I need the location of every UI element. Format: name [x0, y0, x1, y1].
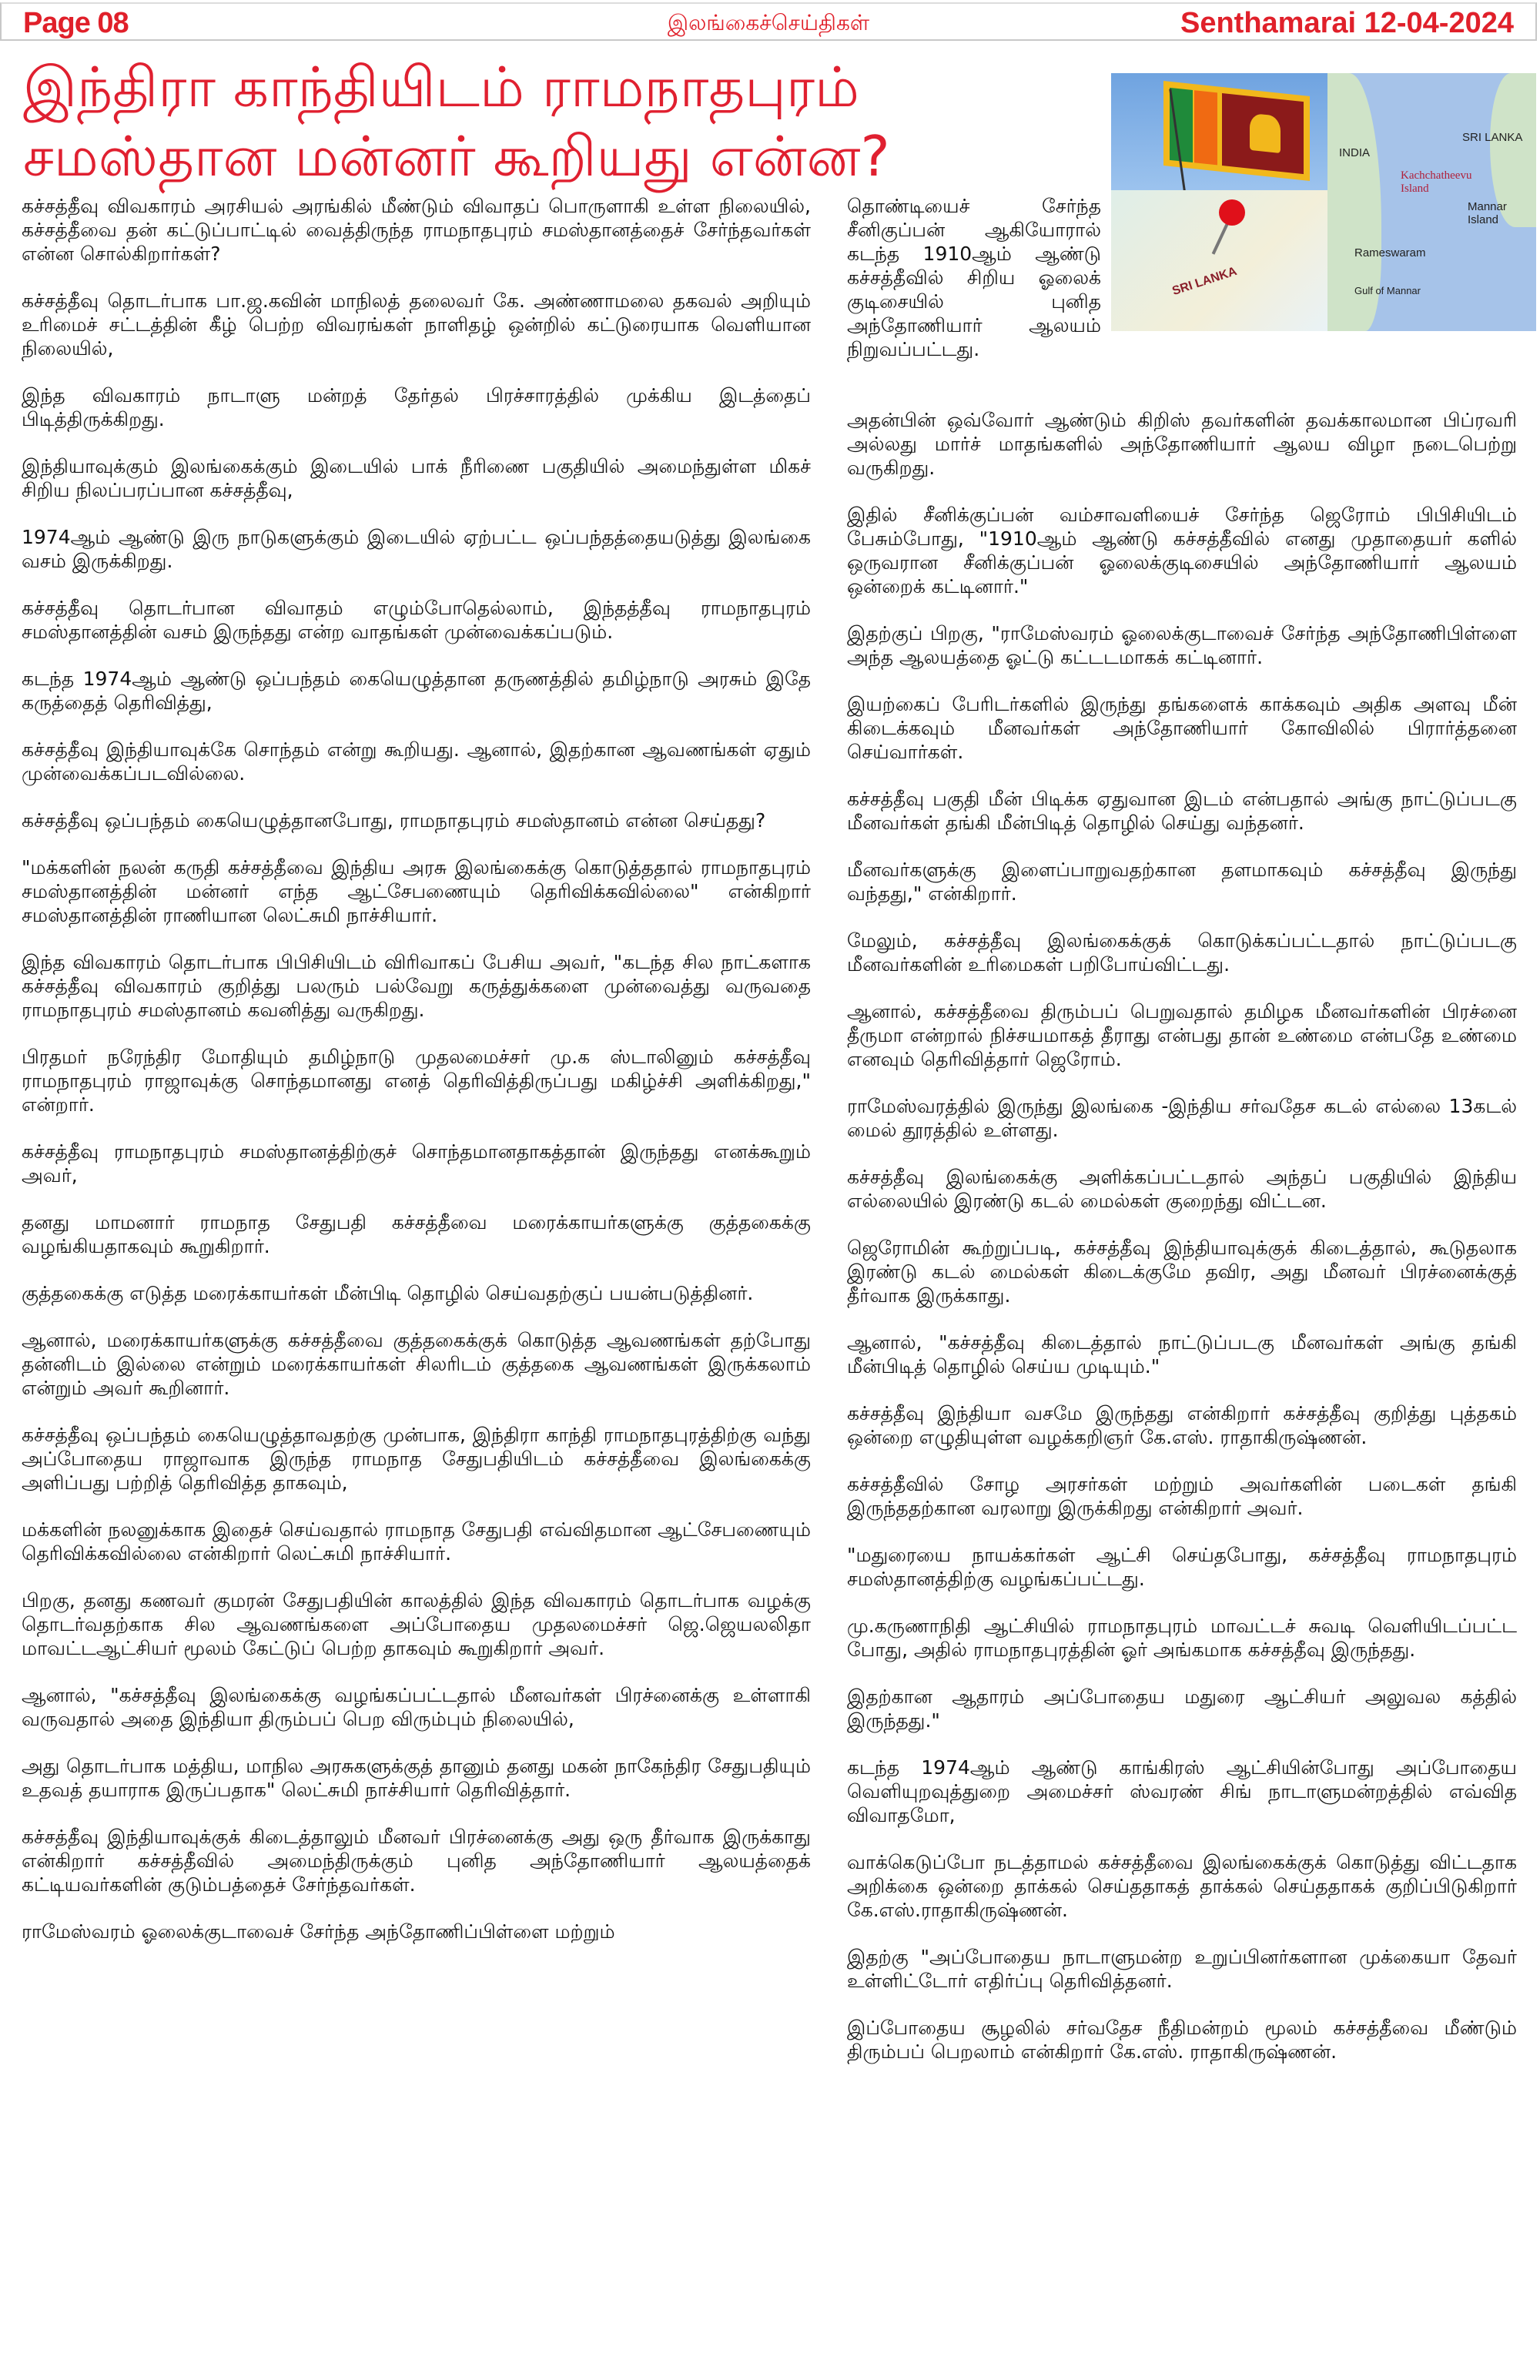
- paragraph: கடந்த 1974ஆம் ஆண்டு ஒப்பந்தம் கையெழுத்தான தருணத்தில் தமிழ்நாடு அரசும் இதே கருத்தைத் தெரிவித்து,: [22, 668, 811, 714]
- section-name: இலங்கைச்செய்திகள்: [667, 10, 870, 35]
- paragraph: இந்த விவகாரம் நாடாளு மன்றத் தேர்தல் பிரச்சாரத்தில் முக்கிய இடத்தைப் பிடித்திருக்கிறது.: [22, 384, 811, 430]
- page-header: [0, 2, 1537, 41]
- paragraph: இந்தியாவுக்கும் இலங்கைக்கும் இடையில் பாக் நீரிணை பகுதியில் அமைந்துள்ள மிகச் சிறிய நிலப்பரப்பான கச்சத்தீவு,: [22, 455, 811, 501]
- paragraph: கச்சத்தீவு விவகாரம் அரசியல் அரங்கில் மீண்டும் விவாதப் பொருளாகி உள்ள நிலையில், கச்சத்தீவை தன் கட்டுப்பாட்டில் வைத்திருந்த ராமநாதபுரம் சமஸ்தானத்தைச் சேர்ந்தவர்கள் என்ன சொல்கிறார்கள்?: [22, 195, 811, 265]
- paragraph: தொண்டியைச் சேர்ந்த சீனிகுப்பன் ஆகியோரால் கடந்த 1910ஆம் ஆண்டு கச்சத்தீவில் சிறிய ஓலைக் குடிசையில் புனித அந்தோணியார் ஆலயம் நிறுவப்பட்டது.: [847, 195, 1101, 360]
- map-label-sri-lanka: SRI LANKA: [1462, 131, 1523, 144]
- paragraph: பிறகு, தனது கணவர் குமரன் சேதுபதியின் காலத்தில் இந்த விவகாரம் தொடர்பாக வழக்கு தொடர்வதற்காக சில ஆவணங்களை அப்போதைய முதலமைச்சர் ஜெ.ஜெயலலிதா மாவட்டஆட்சியர் மூலம் கேட்டுப் பெற்ற தாகவும் கூறுகிறார் அவர்.: [22, 1589, 811, 1659]
- paragraph: ராமேஸ்வரம் ஓலைக்குடாவைச் சேர்ந்த அந்தோணிப்பிள்ளை மற்றும்: [22, 1920, 615, 1943]
- paragraph: இதில் சீனிக்குப்பன் வம்சாவளியைச் சேர்ந்த ஜெரோம் பிபிசியிடம் பேசும்போது, "1910ஆம் ஆண்டு கச்சத்தீவில் எனது முதாதையர் களில் ஒருவரான சீனிக்குப்பன் ஓலைக்குடிசையில் அந்தோணியார் ஆலயம் ஒன்றைக் கட்டினார்.": [847, 504, 1517, 598]
- paragraph: இதற்கான ஆதாரம் அப்போதைய மதுரை ஆட்சியர் அலுவல கத்தில் இருந்தது.": [847, 1685, 1517, 1732]
- paragraph: குத்தகைக்கு எடுத்த மரைக்காயர்கள் மீன்பிடி தொழில் செய்வதற்குப் பயன்படுத்தினர்.: [22, 1282, 754, 1304]
- headline-line-1: இந்திரா காந்தியிடம் ராமநாதபுரம்: [23, 55, 859, 119]
- flag-icon: [1163, 81, 1310, 181]
- pin-map-label: SRI LANKA: [1170, 264, 1239, 299]
- map-label-gulf: Gulf of Mannar: [1354, 285, 1421, 296]
- paragraph: ஜெரோமின் கூற்றுப்படி, கச்சத்தீவு இந்தியாவுக்குக் கிடைத்தால், கூடுதலாக இரண்டு கடல் மைல்கள் கிடைக்குமே தவிர, அது மீனவர் பிரச்னைக்குத் தீர்வாக இருக்காது.: [847, 1237, 1517, 1307]
- paragraph: மு.கருணாநிதி ஆட்சியில் ராமநாதபுரம் மாவட்டச் சுவடி வெளியிடப்பட்ட போது, அதில் ராமநாதபுரத்தின் ஓர் அங்கமாக கச்சத்தீவு இருந்தது.: [847, 1615, 1517, 1661]
- paragraph: மக்களின் நலனுக்காக இதைச் செய்வதால் ராமநாத சேதுபதி எவ்விதமான ஆட்சேபணையும் தெரிவிக்கவில்லை என்கிறார் லெட்சுமி நாச்சியார்.: [22, 1518, 811, 1565]
- paragraph: இதற்கு "அப்போதைய நாடாளுமன்ற உறுப்பினர்களான முக்கையா தேவர் உள்ளிட்டோர் எதிர்ப்பு தெரிவித்தனர்.: [847, 1946, 1517, 1992]
- paragraph: இந்த விவகாரம் தொடர்பாக பிபிசியிடம் விரிவாகப் பேசிய அவர், "கடந்த சில நாட்களாக கச்சத்தீவு விவகாரம் குறித்து பலரும் பல்வேறு கருத்துக்களை முன்வைத்து வருவதை ராமநாதபுரம் சமஸ்தானம் கவனித்து வருகிறது.: [22, 951, 811, 1021]
- paragraph: ஆனால், கச்சத்தீவை திரும்பப் பெறுவதால் தமிழக மீனவர்களின் பிரச்னை தீருமா என்றால் நிச்சயமாகத் தீராது என்பது தான் உண்மை என்பதே உண்மை எனவும் தெரிவித்தார் ஜெரோம்.: [847, 1000, 1517, 1070]
- paragraph: கச்சத்தீவு இந்தியாவுக்குக் கிடைத்தாலும் மீனவர் பிரச்னைக்கு அது ஒரு தீர்வாக இருக்காது என்கிறார் கச்சத்தீவில் அமைந்திருக்கும் புனித அந்தோணியார் ஆலயத்தைக் கட்டியவர்களின் குடும்பத்தைச் சேர்ந்தவர்கள்.: [22, 1826, 811, 1896]
- sri-lanka-flag-photo: [1111, 73, 1327, 190]
- paragraph: ஆனால், மரைக்காயர்களுக்கு கச்சத்தீவை குத்தகைக்குக் கொடுத்த ஆவணங்கள் தற்போது தன்னிடம் இல்லை என்றும் மரைக்காயர்கள் சிலரிடம் குத்தகை ஆவணங்கள் இருக்கலாம் என்றும் அவர் கூறினார்.: [22, 1329, 811, 1399]
- map-label-kachchatheevu: Kachchatheevu Island: [1401, 169, 1472, 195]
- paragraph: ஆனால், "கச்சத்தீவு இலங்கைக்கு வழங்கப்பட்டதால் மீனவர்கள் பிரச்னைக்கு உள்ளாகி வருவதால் அதை இந்தியா திரும்பப் பெற விரும்பும் நிலையில்,: [22, 1684, 811, 1730]
- paper-name-date: Senthamarai 12-04-2024: [1180, 7, 1514, 39]
- paragraph: கச்சத்தீவு தொடர்பான விவாதம் எழும்போதெல்லாம், இந்தத்தீவு ராமநாதபுரம் சமஸ்தானத்தின் வசம் இருந்தது என்ற வாதங்கள் முன்வைக்கப்படும்.: [22, 597, 811, 643]
- headline-line-2: சமஸ்தான மன்னர் கூறியது என்ன?: [23, 124, 890, 189]
- paragraph: கச்சத்தீவு பகுதி மீன் பிடிக்க ஏதுவான இடம் என்பதால் அங்கு நாட்டுப்படகு மீனவர்கள் தங்கி மீன்பிடித் தொழில் செய்து வந்தனர்.: [847, 788, 1517, 834]
- paragraph: 1974ஆம் ஆண்டு இரு நாடுகளுக்கும் இடையில் ஏற்பட்ட ஒப்பந்தத்தையடுத்து இலங்கை வசம் இருக்கிறது.: [22, 526, 811, 572]
- paragraph: இயற்கைப் பேரிடர்களில் இருந்து தங்களைக் காக்கவும் அதிக அளவு மீன் கிடைக்கவும் மீனவர்கள் அந்தோணியார் கோவிலில் பிரார்த்தனை செய்வார்கள்.: [847, 693, 1517, 763]
- paragraph: "மதுரையை நாயக்கர்கள் ஆட்சி செய்தபோது, கச்சத்தீவு ராமநாதபுரம் சமஸ்தானத்திற்கு வழங்கப்பட்டது.: [847, 1544, 1517, 1590]
- headline: [23, 52, 1101, 191]
- paragraph: மேலும், கச்சத்தீவு இலங்கைக்குக் கொடுக்கப்பட்டதால் நாட்டுப்படகு மீனவர்களின் உரிமைகள் பறிபோய்விட்டது.: [847, 929, 1517, 976]
- paragraph: கச்சத்தீவு ராமநாதபுரம் சமஸ்தானத்திற்குச் சொந்தமானதாகத்தான் இருந்தது எனக்கூறும் அவர்,: [22, 1140, 811, 1187]
- paragraph: தனது மாமனார் ராமநாத சேதுபதி கச்சத்தீவை மரைக்காயர்களுக்கு குத்தகைக்கு வழங்கியதாகவும் கூறுகிறார்.: [22, 1211, 811, 1257]
- region-map: [1327, 73, 1536, 331]
- map-label-india: INDIA: [1339, 146, 1371, 159]
- paragraph: கச்சத்தீவு ஒப்பந்தம் கையெழுத்தாவதற்கு முன்பாக, இந்திரா காந்தி ராமநாதபுரத்திற்கு வந்து அப்போதைய ராஜாவாக இருந்த ராமநாத சேதுபதியிடம் கச்சத்தீவை இலங்கைக்கு அளிப்பது பற்றித் தெரிவித்த தாகவும்,: [22, 1424, 811, 1494]
- paragraph: கச்சத்தீவு இந்தியாவுக்கே சொந்தம் என்று கூறியது. ஆனால், இதற்கான ஆவணங்கள் ஏதும் முன்வைக்கப்படவில்லை.: [22, 738, 811, 785]
- pin-map-photo: [1111, 190, 1327, 331]
- map-label-rameswaram: Rameswaram: [1354, 246, 1426, 259]
- paragraph: கச்சத்தீவு ஒப்பந்தம் கையெழுத்தானபோது, ராமநாதபுரம் சமஸ்தானம் என்ன செய்தது?: [22, 809, 766, 832]
- paragraph: கச்சத்தீவில் சோழ அரசர்கள் மற்றும் அவர்களின் படைகள் தங்கி இருந்ததற்கான வரலாறு இருக்கிறது என்கிறார் அவர்.: [847, 1473, 1517, 1519]
- article-image: [1111, 73, 1536, 331]
- right-column: [847, 408, 1517, 2087]
- paragraph: கச்சத்தீவு இந்தியா வசமே இருந்தது என்கிறார் கச்சத்தீவு குறித்து புத்தகம் ஒன்றை எழுதியுள்ள வழக்கறிஞர் கே.எஸ். ராதாகிருஷ்ணன்.: [847, 1402, 1517, 1448]
- map-pin-icon: [1219, 199, 1245, 226]
- paragraph: இதற்குப் பிறகு, "ராமேஸ்வரம் ஓலைக்குடாவைச் சேர்ந்த அந்தோணிபிள்ளை அந்த ஆலயத்தை ஓட்டு கட்டடமாகக் கட்டினார்.: [847, 622, 1517, 668]
- right-column-top: [847, 194, 1101, 384]
- paragraph: வாக்கெடுப்போ நடத்தாமல் கச்சத்தீவை இலங்கைக்குக் கொடுத்து விட்டதாக அறிக்கை ஒன்றை தாக்கல் செய்ததாகத் தாக்கல் செய்ததாகக் குறிப்பிடுகிறார் கே.எஸ்.ராதாகிருஷ்ணன்.: [847, 1851, 1517, 1921]
- paragraph: பிரதமர் நரேந்திர மோதியும் தமிழ்நாடு முதலமைச்சர் மு.க ஸ்டாலினும் கச்சத்தீவு ராமநாதபுரம் ராஜாவுக்கு சொந்தமானது எனத் தெரிவித்திருப்பது மகிழ்ச்சி அளிக்கிறது," என்றார்.: [22, 1046, 811, 1116]
- paragraph: மீனவர்களுக்கு இளைப்பாறுவதற்கான தளமாகவும் கச்சத்தீவு இருந்து வந்தது," என்கிறார்.: [847, 859, 1517, 905]
- page-number: Page 08: [23, 7, 129, 39]
- map-label-mannar: Mannar Island: [1468, 200, 1507, 226]
- paragraph: கச்சத்தீவு இலங்கைக்கு அளிக்கப்பட்டதால் அந்தப் பகுதியில் இந்திய எல்லையில் இரண்டு கடல் மைல்கள் குறைந்து விட்டன.: [847, 1166, 1517, 1212]
- paragraph: அது தொடர்பாக மத்திய, மாநில அரசுகளுக்குத் தானும் தனது மகன் நாகேந்திர சேதுபதியும் உதவத் தயாராக இருப்பதாக" லெட்சுமி நாச்சியார் தெரிவித்தார்.: [22, 1755, 811, 1801]
- left-column: [22, 194, 811, 1967]
- paragraph: கச்சத்தீவு தொடர்பாக பா.ஜ.கவின் மாநிலத் தலைவர் கே. அண்ணாமலை தகவல் அறியும் உரிமைச் சட்டத்தின் கீழ் பெற்ற விவரங்கள் நாளிதழ் ஒன்றில் கட்டுரையாக வெளியான நிலையில்,: [22, 290, 811, 360]
- paragraph: ராமேஸ்வரத்தில் இருந்து இலங்கை -இந்திய சர்வதேச கடல் எல்லை 13கடல் மைல் தூரத்தில் உள்ளது.: [847, 1095, 1517, 1141]
- paragraph: ஆனால், "கச்சத்தீவு கிடைத்தால் நாட்டுப்படகு மீனவர்கள் அங்கு தங்கி மீன்பிடித் தொழில் செய்ய முடியும்.": [847, 1331, 1517, 1377]
- paragraph: அதன்பின் ஒவ்வோர் ஆண்டும் கிறிஸ் தவர்களின் தவக்காலமான பிப்ரவரி அல்லது மார்ச் மாதங்களில் அந்தோணியார் ஆலய விழா நடைபெற்று வருகிறது.: [847, 409, 1517, 479]
- paragraph: "மக்களின் நலன் கருதி கச்சத்தீவை இந்திய அரசு இலங்கைக்கு கொடுத்ததால் ராமநாதபுரம் சமஸ்தானத்தின் மன்னர் எந்த ஆட்சேபணையும் தெரிவிக்கவில்லை" என்கிறார் சமஸ்தானத்தின் ராணியான லெட்சுமி நாச்சியார்.: [22, 856, 811, 926]
- paragraph: கடந்த 1974ஆம் ஆண்டு காங்கிரஸ் ஆட்சியின்போது அப்போதைய வெளியுறவுத்துறை அமைச்சர் ஸ்வரண் சிங் நாடாளுமன்றத்தில் எவ்வித விவாதமோ,: [847, 1756, 1517, 1826]
- paragraph: இப்போதைய சூழலில் சர்வதேச நீதிமன்றம் மூலம் கச்சத்தீவை மீண்டும் திரும்பப் பெறலாம் என்கிறார் கே.எஸ். ராதாகிருஷ்ணன்.: [847, 2017, 1517, 2063]
